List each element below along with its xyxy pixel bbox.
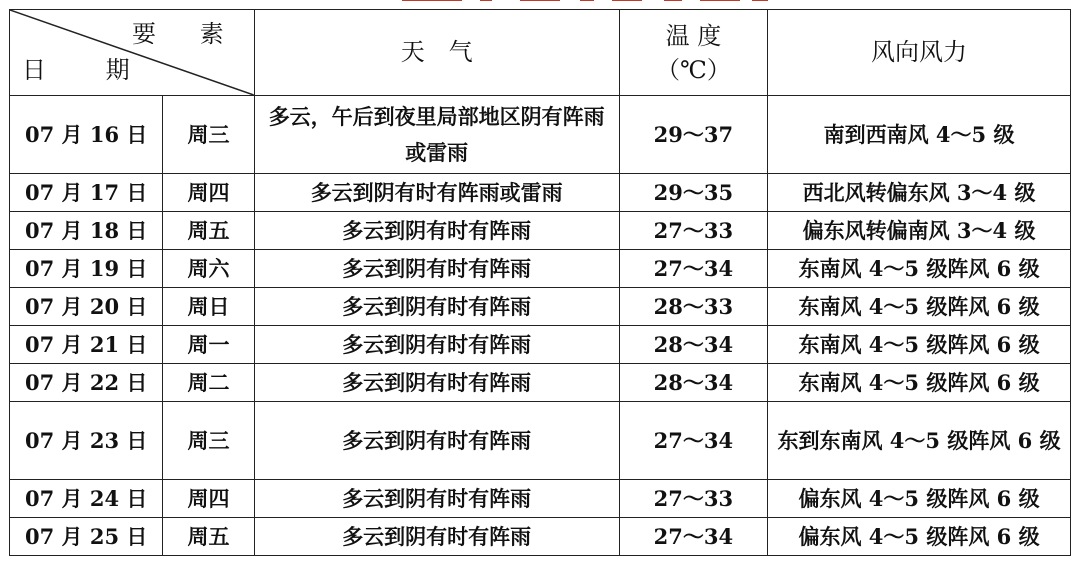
weekday-cell: 周日 — [163, 288, 254, 326]
weekday-cell: 周五 — [163, 212, 254, 250]
table-row — [10, 518, 1071, 556]
table-row — [10, 174, 1071, 212]
weekday-cell: 周五 — [163, 518, 254, 556]
wind-cell: 东到东南风 4～5 级阵风 6 级 — [768, 402, 1071, 480]
table-row — [10, 402, 1071, 480]
temperature-cell: 29～35 — [619, 174, 767, 212]
weather-cell: 多云到阴有时有阵雨 — [254, 518, 619, 556]
header-weather: 天 气 — [254, 10, 619, 96]
weekday-cell: 周三 — [163, 402, 254, 480]
weather-cell: 多云到阴有时有阵雨 — [254, 288, 619, 326]
date-cell: 07 月 22 日 — [10, 364, 163, 402]
table-row — [10, 326, 1071, 364]
temperature-cell: 28～33 — [619, 288, 767, 326]
weather-cell: 多云到阴有时有阵雨或雷雨 — [254, 174, 619, 212]
header-temperature — [619, 10, 767, 96]
weather-cell: 多云到阴有时有阵雨 — [254, 212, 619, 250]
header-row — [10, 10, 1071, 96]
weather-cell: 多云，午后到夜里局部地区阴有阵雨或雷雨 — [254, 96, 619, 174]
temperature-cell: 27～34 — [619, 402, 767, 480]
date-cell: 07 月 23 日 — [10, 402, 163, 480]
weather-cell: 多云到阴有时有阵雨 — [254, 480, 619, 518]
header-temperature-label: 温 度 — [665, 21, 722, 50]
table-row — [10, 212, 1071, 250]
cropped-title-remnant — [0, 0, 1080, 6]
date-cell: 07 月 18 日 — [10, 212, 163, 250]
weekday-cell: 周一 — [163, 326, 254, 364]
header-wind: 风向风力 — [768, 10, 1071, 96]
temperature-cell: 27～33 — [619, 480, 767, 518]
date-cell: 07 月 20 日 — [10, 288, 163, 326]
weekday-cell: 周二 — [163, 364, 254, 402]
wind-cell: 偏东风 4～5 级阵风 6 级 — [768, 480, 1071, 518]
wind-cell: 东南风 4～5 级阵风 6 级 — [768, 326, 1071, 364]
date-cell: 07 月 21 日 — [10, 326, 163, 364]
weekday-cell: 周三 — [163, 96, 254, 174]
temperature-cell: 29～37 — [619, 96, 767, 174]
weather-cell: 多云到阴有时有阵雨 — [254, 402, 619, 480]
date-cell: 07 月 17 日 — [10, 174, 163, 212]
weather-cell: 多云到阴有时有阵雨 — [254, 250, 619, 288]
weather-cell: 多云到阴有时有阵雨 — [254, 326, 619, 364]
wind-cell: 偏东风 4～5 级阵风 6 级 — [768, 518, 1071, 556]
header-date-label: 日 期 — [22, 56, 156, 84]
wind-cell: 东南风 4～5 级阵风 6 级 — [768, 250, 1071, 288]
wind-cell: 东南风 4～5 级阵风 6 级 — [768, 364, 1071, 402]
weather-forecast-table — [9, 9, 1071, 556]
weekday-cell: 周四 — [163, 174, 254, 212]
table-row — [10, 96, 1071, 174]
wind-cell: 东南风 4～5 级阵风 6 级 — [768, 288, 1071, 326]
weather-cell: 多云到阴有时有阵雨 — [254, 364, 619, 402]
header-temperature-unit: （℃） — [655, 55, 731, 84]
table-row — [10, 250, 1071, 288]
table-row — [10, 480, 1071, 518]
weekday-cell: 周四 — [163, 480, 254, 518]
date-cell: 07 月 16 日 — [10, 96, 163, 174]
date-cell: 07 月 24 日 — [10, 480, 163, 518]
weekday-cell: 周六 — [163, 250, 254, 288]
wind-cell: 偏东风转偏南风 3～4 级 — [768, 212, 1071, 250]
temperature-cell: 27～34 — [619, 518, 767, 556]
wind-cell: 西北风转偏东风 3～4 级 — [768, 174, 1071, 212]
temperature-cell: 27～33 — [619, 212, 767, 250]
temperature-cell: 27～34 — [619, 250, 767, 288]
temperature-cell: 28～34 — [619, 364, 767, 402]
date-cell: 07 月 25 日 — [10, 518, 163, 556]
table-row — [10, 288, 1071, 326]
temperature-cell: 28～34 — [619, 326, 767, 364]
header-elements-label: 要 素 — [132, 20, 242, 48]
wind-cell: 南到西南风 4～5 级 — [768, 96, 1071, 174]
date-cell: 07 月 19 日 — [10, 250, 163, 288]
diagonal-header-cell — [10, 10, 255, 96]
table-row — [10, 364, 1071, 402]
